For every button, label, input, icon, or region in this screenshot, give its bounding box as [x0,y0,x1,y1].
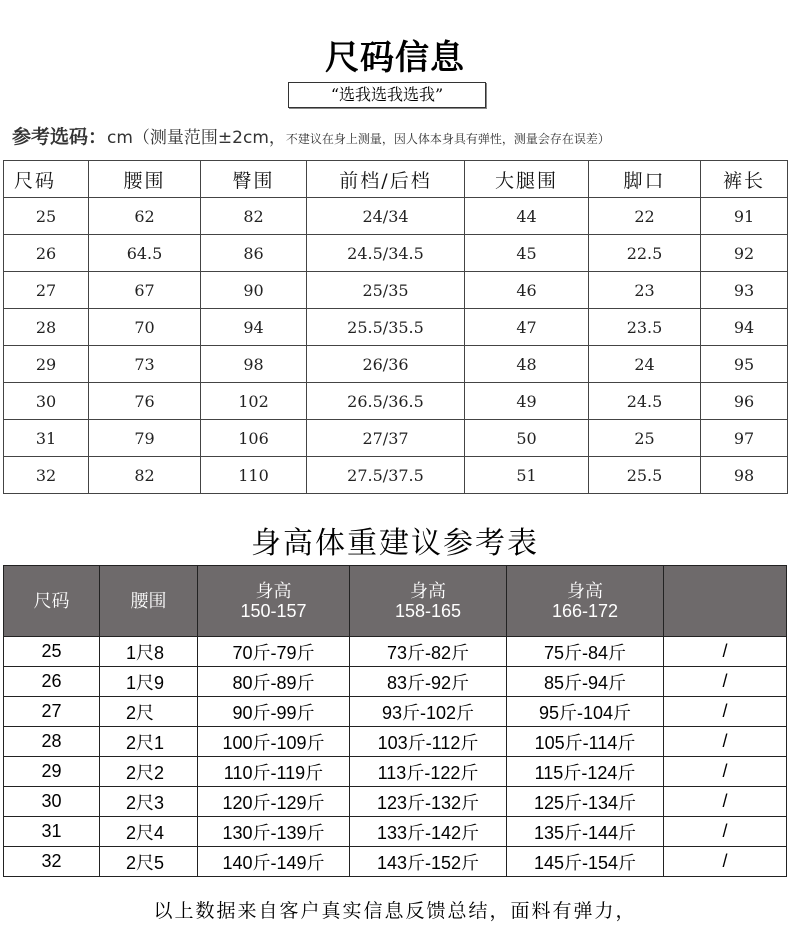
header-line-2: 158-165 [394,601,462,621]
size-table-cell: 95 [701,346,788,383]
size-table-cell: 102 [201,383,307,420]
size-table-cell: 26/36 [307,346,465,383]
size-table-cell: 48 [465,346,589,383]
size-table-row [4,235,788,272]
size-table-cell: 94 [701,309,788,346]
weight-table-cell: 135斤-144斤 [507,817,664,847]
weight-table-cell: 100斤-109斤 [198,727,350,757]
size-table-cell: 24/34 [307,198,465,235]
weight-table-cell: 93斤-102斤 [350,697,507,727]
weight-table-cell: 2尺4 [100,817,198,847]
size-table-cell: 23 [589,272,701,309]
size-table-cell: 97 [701,420,788,457]
size-table-cell: 29 [4,346,89,383]
size-table-cell: 70 [89,309,201,346]
size-table-row [4,309,788,346]
size-table-cell: 98 [701,457,788,494]
header-line-1: 身高 [410,581,446,601]
weight-table-cell: / [664,817,787,847]
weight-table-title: 身高体重建议参考表 [251,526,539,561]
weight-table-header-row [4,566,787,637]
weight-table-cell: 26 [4,667,100,697]
size-table-row [4,272,788,309]
size-table-cell: 44 [465,198,589,235]
size-table-header-cell: 臀围 [201,161,307,198]
size-table-cell: 24.5 [589,383,701,420]
footer-note: 以上数据来自客户真实信息反馈总结，面料有弹力， [153,900,637,922]
size-table-header-row [4,161,788,198]
size-table-cell: 64.5 [89,235,201,272]
weight-table-cell: / [664,697,787,727]
size-table-cell: 94 [201,309,307,346]
size-table-cell: 49 [465,383,589,420]
size-table-cell: 47 [465,309,589,346]
weight-table-cell: 125斤-134斤 [507,787,664,817]
weight-table-cell: / [664,667,787,697]
weight-table-cell: 1尺8 [100,637,198,667]
weight-table-row [4,757,787,787]
weight-table-cell: 105斤-114斤 [507,727,664,757]
size-table-cell: 27 [4,272,89,309]
size-table-cell: 28 [4,309,89,346]
weight-table-row [4,727,787,757]
weight-table-header-cell [507,566,664,637]
weight-table-header-cell [4,566,100,637]
weight-table-cell: 1尺9 [100,667,198,697]
weight-table-cell: 2尺3 [100,787,198,817]
weight-table-cell: 2尺2 [100,757,198,787]
size-table-cell: 23.5 [589,309,701,346]
weight-table-cell: 31 [4,817,100,847]
reference-label: 参考选码： [12,126,108,148]
weight-table-cell: 32 [4,847,100,877]
size-table-cell: 86 [201,235,307,272]
weight-table-cell: 133斤-142斤 [350,817,507,847]
size-table [3,160,788,494]
size-table-cell: 91 [701,198,788,235]
weight-table-cell: 123斤-132斤 [350,787,507,817]
size-table-cell: 27.5/37.5 [307,457,465,494]
weight-table-row [4,787,787,817]
page-title: 尺码信息 [325,38,465,78]
weight-table-cell: 2尺5 [100,847,198,877]
weight-table-cell: 27 [4,697,100,727]
size-table-cell: 25.5/35.5 [307,309,465,346]
size-table-row [4,420,788,457]
size-table-cell: 110 [201,457,307,494]
weight-table-header-cell [664,566,787,637]
reference-line [12,122,610,149]
subtitle-box: “选我选我选我” [288,82,486,108]
weight-table-cell: / [664,847,787,877]
size-table-cell: 76 [89,383,201,420]
size-table-cell: 25.5 [589,457,701,494]
size-table-cell: 24 [589,346,701,383]
weight-table-cell: 70斤-79斤 [198,637,350,667]
weight-table-header-cell [198,566,350,637]
size-table-cell: 25 [589,420,701,457]
size-table-cell: 22 [589,198,701,235]
height-weight-table [3,565,787,877]
size-table-header-cell: 脚口 [589,161,701,198]
weight-table-cell: 110斤-119斤 [198,757,350,787]
size-table-cell: 82 [89,457,201,494]
weight-table-cell: 73斤-82斤 [350,637,507,667]
size-table-cell: 92 [701,235,788,272]
size-table-cell: 98 [201,346,307,383]
weight-table-header-cell [350,566,507,637]
weight-table-cell: 90斤-99斤 [198,697,350,727]
weight-table-cell: / [664,757,787,787]
size-table-row [4,457,788,494]
size-table-row [4,198,788,235]
header-line-1: 身高 [567,581,603,601]
size-table-header-cell: 腰围 [89,161,201,198]
size-table-cell: 22.5 [589,235,701,272]
size-table-cell: 27/37 [307,420,465,457]
size-table-cell: 62 [89,198,201,235]
weight-table-cell: 80斤-89斤 [198,667,350,697]
size-table-cell: 79 [89,420,201,457]
size-table-cell: 50 [465,420,589,457]
weight-table-cell: 85斤-94斤 [507,667,664,697]
size-table-cell: 45 [465,235,589,272]
weight-table-cell: / [664,637,787,667]
weight-table-cell: 2尺1 [100,727,198,757]
weight-table-cell: 95斤-104斤 [507,697,664,727]
size-table-cell: 82 [201,198,307,235]
size-table-cell: 32 [4,457,89,494]
size-table-cell: 67 [89,272,201,309]
size-table-cell: 106 [201,420,307,457]
reference-note: 不建议在身上测量，因人体本身具有弹性，测量会存在误差） [285,132,610,146]
size-table-cell: 31 [4,420,89,457]
header-line-2: 166-172 [551,601,619,621]
weight-table-cell: 145斤-154斤 [507,847,664,877]
size-table-cell: 25/35 [307,272,465,309]
size-table-cell: 26.5/36.5 [307,383,465,420]
weight-table-row [4,817,787,847]
weight-table-row [4,847,787,877]
weight-table-cell: 140斤-149斤 [198,847,350,877]
size-table-cell: 90 [201,272,307,309]
size-table-cell: 30 [4,383,89,420]
weight-table-cell: / [664,787,787,817]
size-table-header-cell: 尺码 [4,161,89,198]
weight-table-cell: / [664,727,787,757]
weight-table-row [4,697,787,727]
size-table-header-cell: 前档/后档 [307,161,465,198]
size-table-cell: 93 [701,272,788,309]
size-table-cell: 26 [4,235,89,272]
weight-table-row [4,637,787,667]
weight-table-cell: 83斤-92斤 [350,667,507,697]
size-table-cell: 51 [465,457,589,494]
size-table-header-cell: 大腿围 [465,161,589,198]
size-table-cell: 24.5/34.5 [307,235,465,272]
weight-table-cell: 2尺 [100,697,198,727]
header-line-1: 身高 [255,581,292,601]
header-line-1: 尺码 [33,591,70,611]
size-table-header-cell: 裤长 [701,161,788,198]
weight-table-cell: 75斤-84斤 [507,637,664,667]
weight-table-cell: 143斤-152斤 [350,847,507,877]
weight-table-cell: 25 [4,637,100,667]
size-table-row [4,346,788,383]
weight-table-cell: 130斤-139斤 [198,817,350,847]
weight-table-cell: 113斤-122斤 [350,757,507,787]
header-line-2: 150-157 [240,601,307,621]
weight-table-cell: 30 [4,787,100,817]
weight-table-cell: 120斤-129斤 [198,787,350,817]
size-table-cell: 96 [701,383,788,420]
size-table-row [4,383,788,420]
weight-table-cell: 115斤-124斤 [507,757,664,787]
weight-table-cell: 103斤-112斤 [350,727,507,757]
size-table-cell: 25 [4,198,89,235]
reference-unit: cm（测量范围±2cm， [107,128,286,148]
weight-table-header-cell [100,566,198,637]
size-table-cell: 73 [89,346,201,383]
header-line-1: 腰围 [130,591,167,611]
size-table-cell: 46 [465,272,589,309]
weight-table-cell: 28 [4,727,100,757]
weight-table-row [4,667,787,697]
weight-table-cell: 29 [4,757,100,787]
